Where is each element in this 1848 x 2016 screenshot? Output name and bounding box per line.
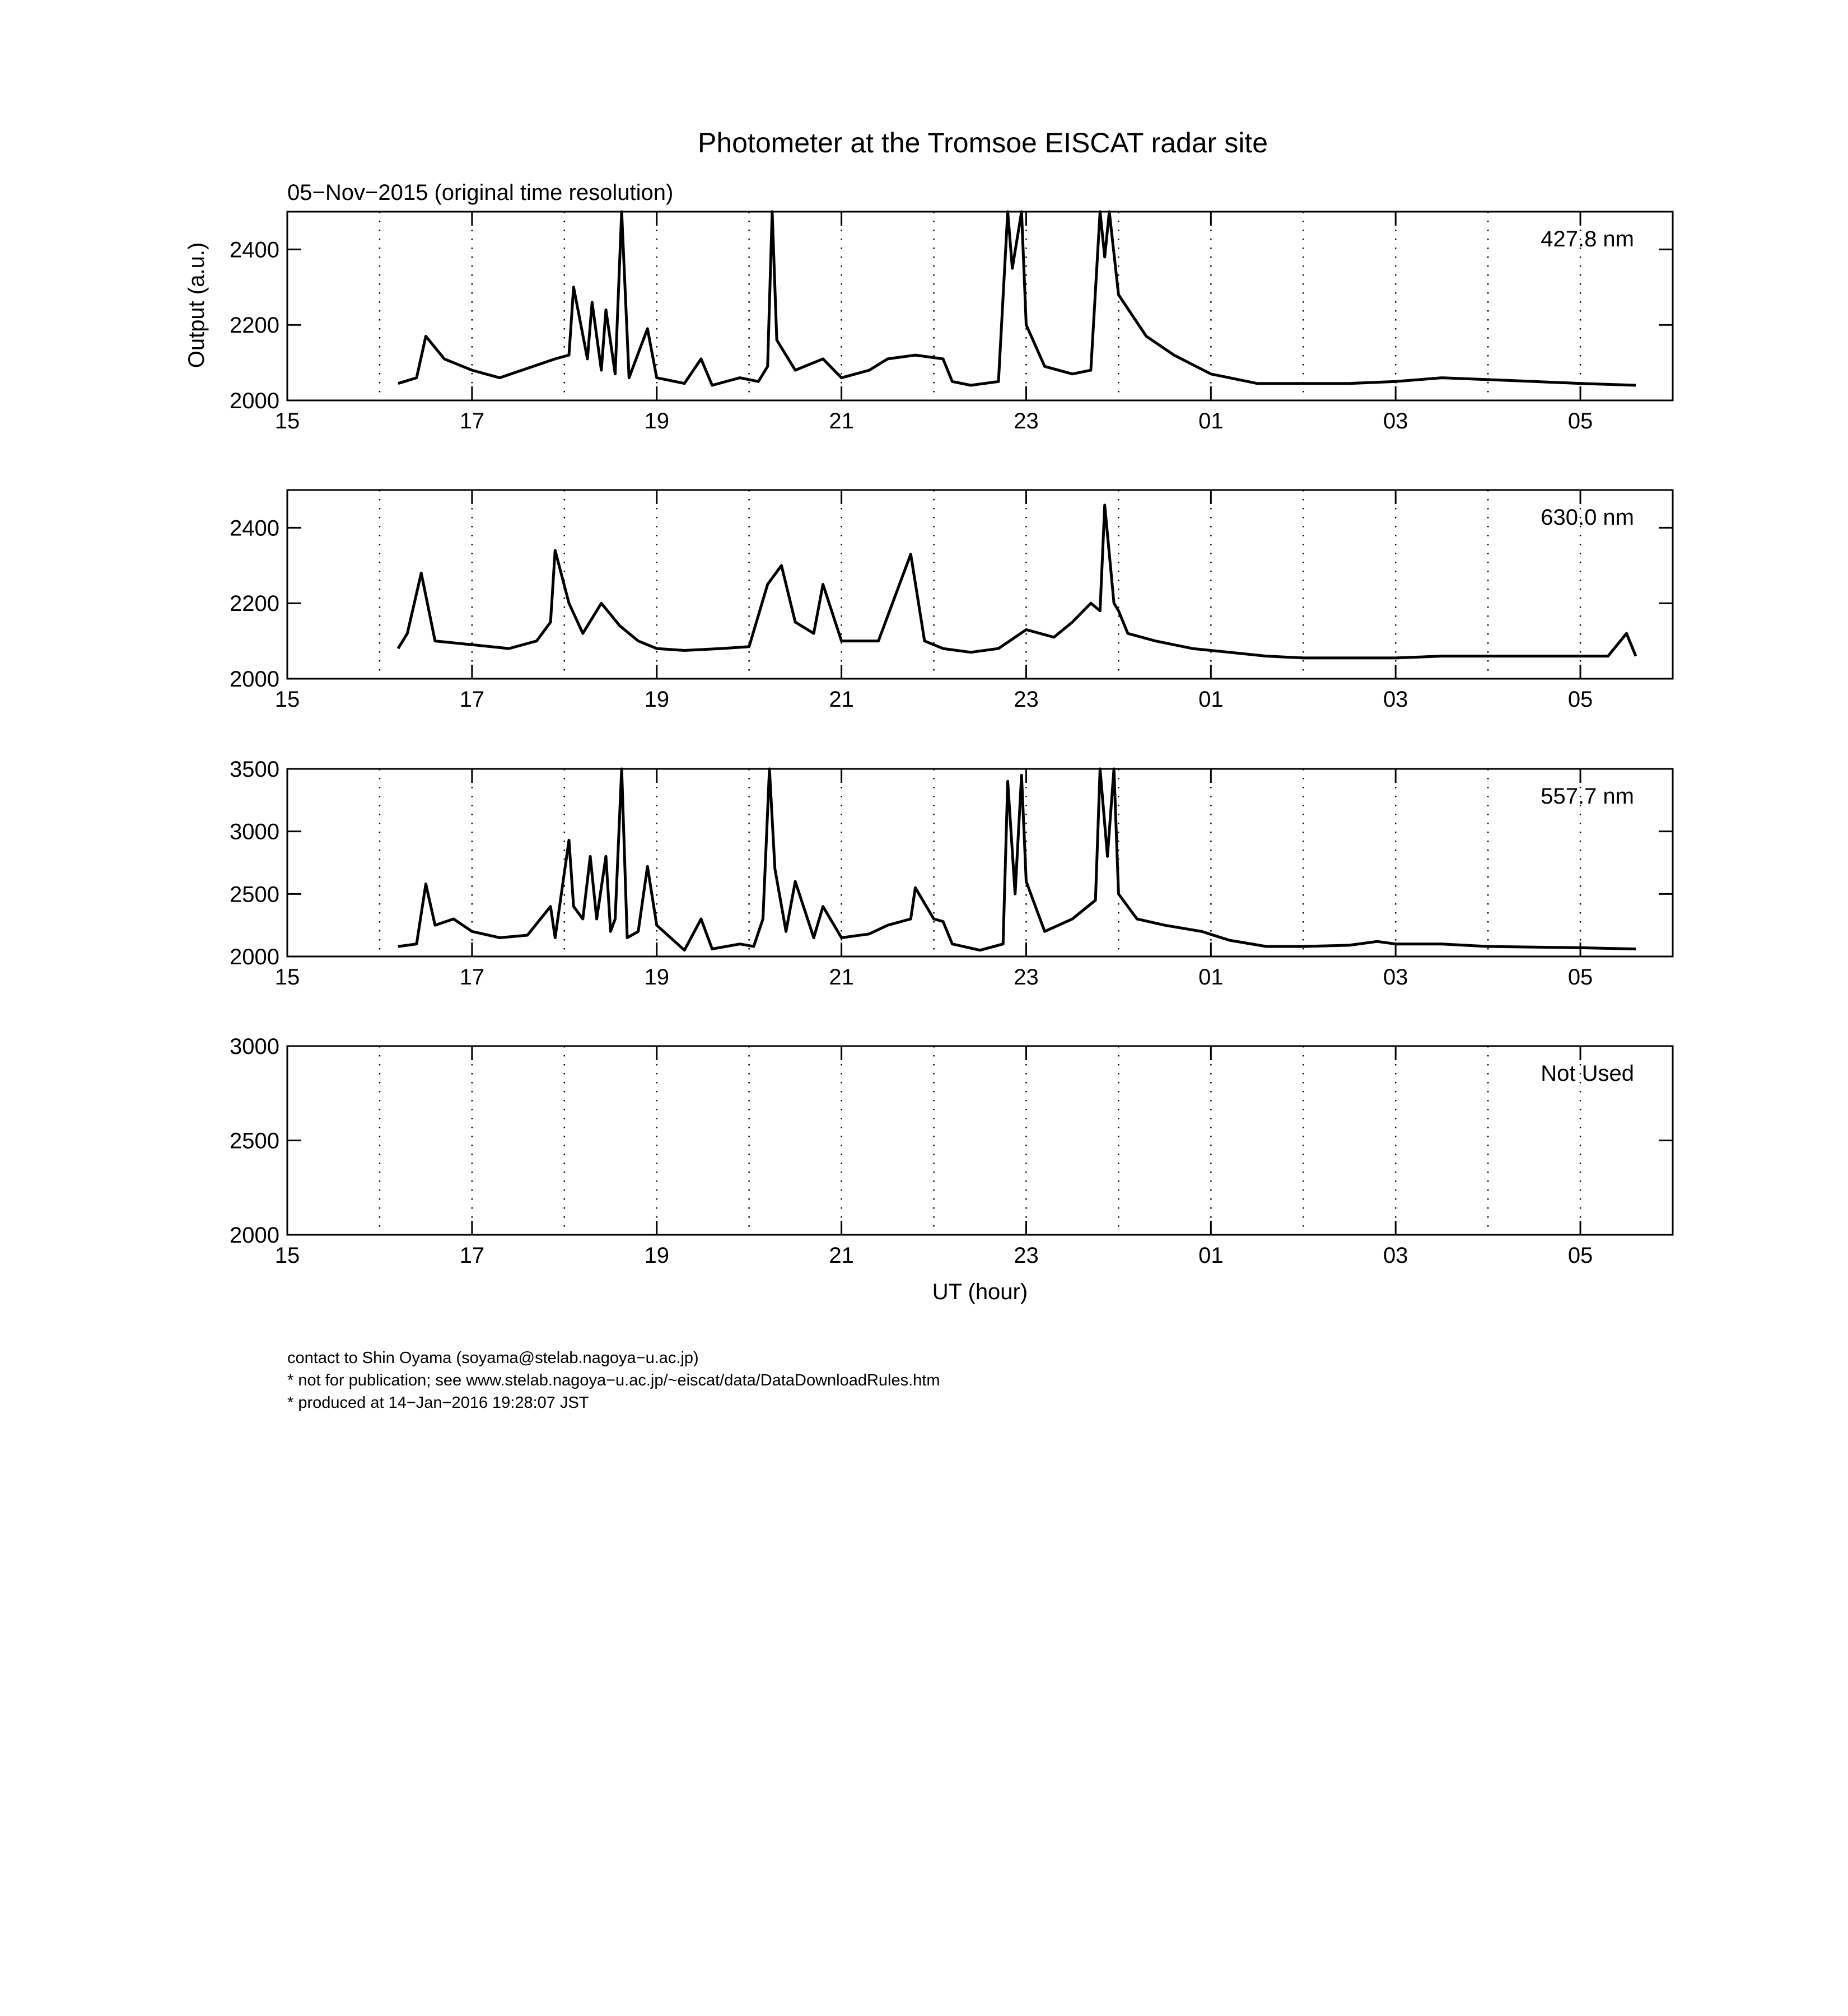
y-tick-label: 2200 bbox=[230, 313, 279, 338]
figure-title: Photometer at the Tromsoe EISCAT radar site bbox=[697, 127, 1268, 158]
figure-subtitle: 05−Nov−2015 (original time resolution) bbox=[287, 180, 674, 205]
y-axis-label: Output (a.u.) bbox=[184, 242, 209, 368]
x-tick-label: 01 bbox=[1198, 687, 1224, 712]
x-tick-label: 03 bbox=[1383, 687, 1408, 712]
x-tick-label: 15 bbox=[274, 409, 300, 433]
footer-produced-at: * produced at 14−Jan−2016 19:28:07 JST bbox=[287, 1394, 589, 1412]
panel-label: 557.7 nm bbox=[1541, 784, 1634, 809]
panel-4 bbox=[230, 1034, 1673, 1268]
x-tick-label: 19 bbox=[644, 965, 669, 990]
x-tick-label: 17 bbox=[459, 1243, 485, 1268]
panel-label: Not Used bbox=[1541, 1061, 1634, 1086]
x-tick-label: 01 bbox=[1198, 965, 1224, 990]
x-axis-label: UT (hour) bbox=[932, 1280, 1028, 1304]
y-tick-label: 2000 bbox=[230, 667, 279, 692]
panel-2 bbox=[230, 490, 1673, 712]
y-tick-label: 2000 bbox=[230, 389, 279, 413]
series-line bbox=[398, 505, 1636, 658]
x-tick-label: 19 bbox=[644, 1243, 669, 1268]
y-tick-label: 2500 bbox=[230, 1128, 279, 1154]
x-tick-label: 15 bbox=[274, 687, 300, 712]
y-tick-label: 2400 bbox=[230, 237, 279, 263]
x-tick-label: 23 bbox=[1014, 409, 1039, 433]
x-tick-label: 03 bbox=[1383, 1243, 1408, 1268]
y-tick-label: 2400 bbox=[230, 516, 279, 541]
y-tick-label: 3000 bbox=[230, 819, 279, 844]
footer-notes bbox=[287, 1347, 940, 1414]
x-tick-label: 15 bbox=[274, 1243, 300, 1268]
x-tick-label: 23 bbox=[1014, 1243, 1039, 1268]
series-line bbox=[398, 212, 1636, 385]
x-tick-label: 15 bbox=[274, 965, 300, 990]
x-tick-label: 05 bbox=[1567, 687, 1593, 712]
panels-layer bbox=[230, 212, 1673, 1268]
x-tick-label: 03 bbox=[1383, 965, 1408, 990]
x-tick-label: 21 bbox=[829, 687, 854, 712]
plot-frame bbox=[287, 1046, 1673, 1235]
plot-frame bbox=[287, 212, 1673, 400]
y-tick-label: 2000 bbox=[230, 1223, 279, 1248]
footer-contact: contact to Shin Oyama (soyama@stelab.nagoya−u.ac.jp) bbox=[287, 1349, 699, 1367]
x-tick-label: 23 bbox=[1014, 687, 1039, 712]
panel-3 bbox=[230, 757, 1673, 990]
x-tick-label: 17 bbox=[459, 687, 485, 712]
footer-publication-note: * not for publication; see www.stelab.nagoya−u.ac.jp/~eiscat/data/DataDownloadRules.htm bbox=[287, 1371, 940, 1389]
x-tick-label: 21 bbox=[829, 965, 854, 990]
x-tick-label: 05 bbox=[1567, 965, 1593, 990]
y-tick-label: 3500 bbox=[230, 757, 279, 782]
x-tick-label: 19 bbox=[644, 409, 669, 433]
x-tick-label: 05 bbox=[1567, 1243, 1593, 1268]
x-tick-label: 21 bbox=[829, 409, 854, 433]
panel-1 bbox=[230, 212, 1673, 433]
y-tick-label: 2200 bbox=[230, 591, 279, 617]
x-tick-label: 03 bbox=[1383, 409, 1408, 433]
plot-frame bbox=[287, 769, 1673, 956]
y-tick-label: 2000 bbox=[230, 945, 279, 969]
series-line bbox=[398, 769, 1636, 950]
x-tick-label: 17 bbox=[459, 965, 485, 990]
x-tick-label: 01 bbox=[1198, 409, 1224, 433]
panel-label: 427.8 nm bbox=[1541, 227, 1634, 251]
x-tick-label: 21 bbox=[829, 1243, 854, 1268]
x-tick-label: 19 bbox=[644, 687, 669, 712]
x-tick-label: 23 bbox=[1014, 965, 1039, 990]
panel-label: 630.0 nm bbox=[1541, 505, 1634, 530]
y-tick-label: 2500 bbox=[230, 882, 279, 907]
x-tick-label: 05 bbox=[1567, 409, 1593, 433]
y-tick-label: 3000 bbox=[230, 1034, 279, 1059]
x-tick-label: 17 bbox=[459, 409, 485, 433]
x-tick-label: 01 bbox=[1198, 1243, 1224, 1268]
